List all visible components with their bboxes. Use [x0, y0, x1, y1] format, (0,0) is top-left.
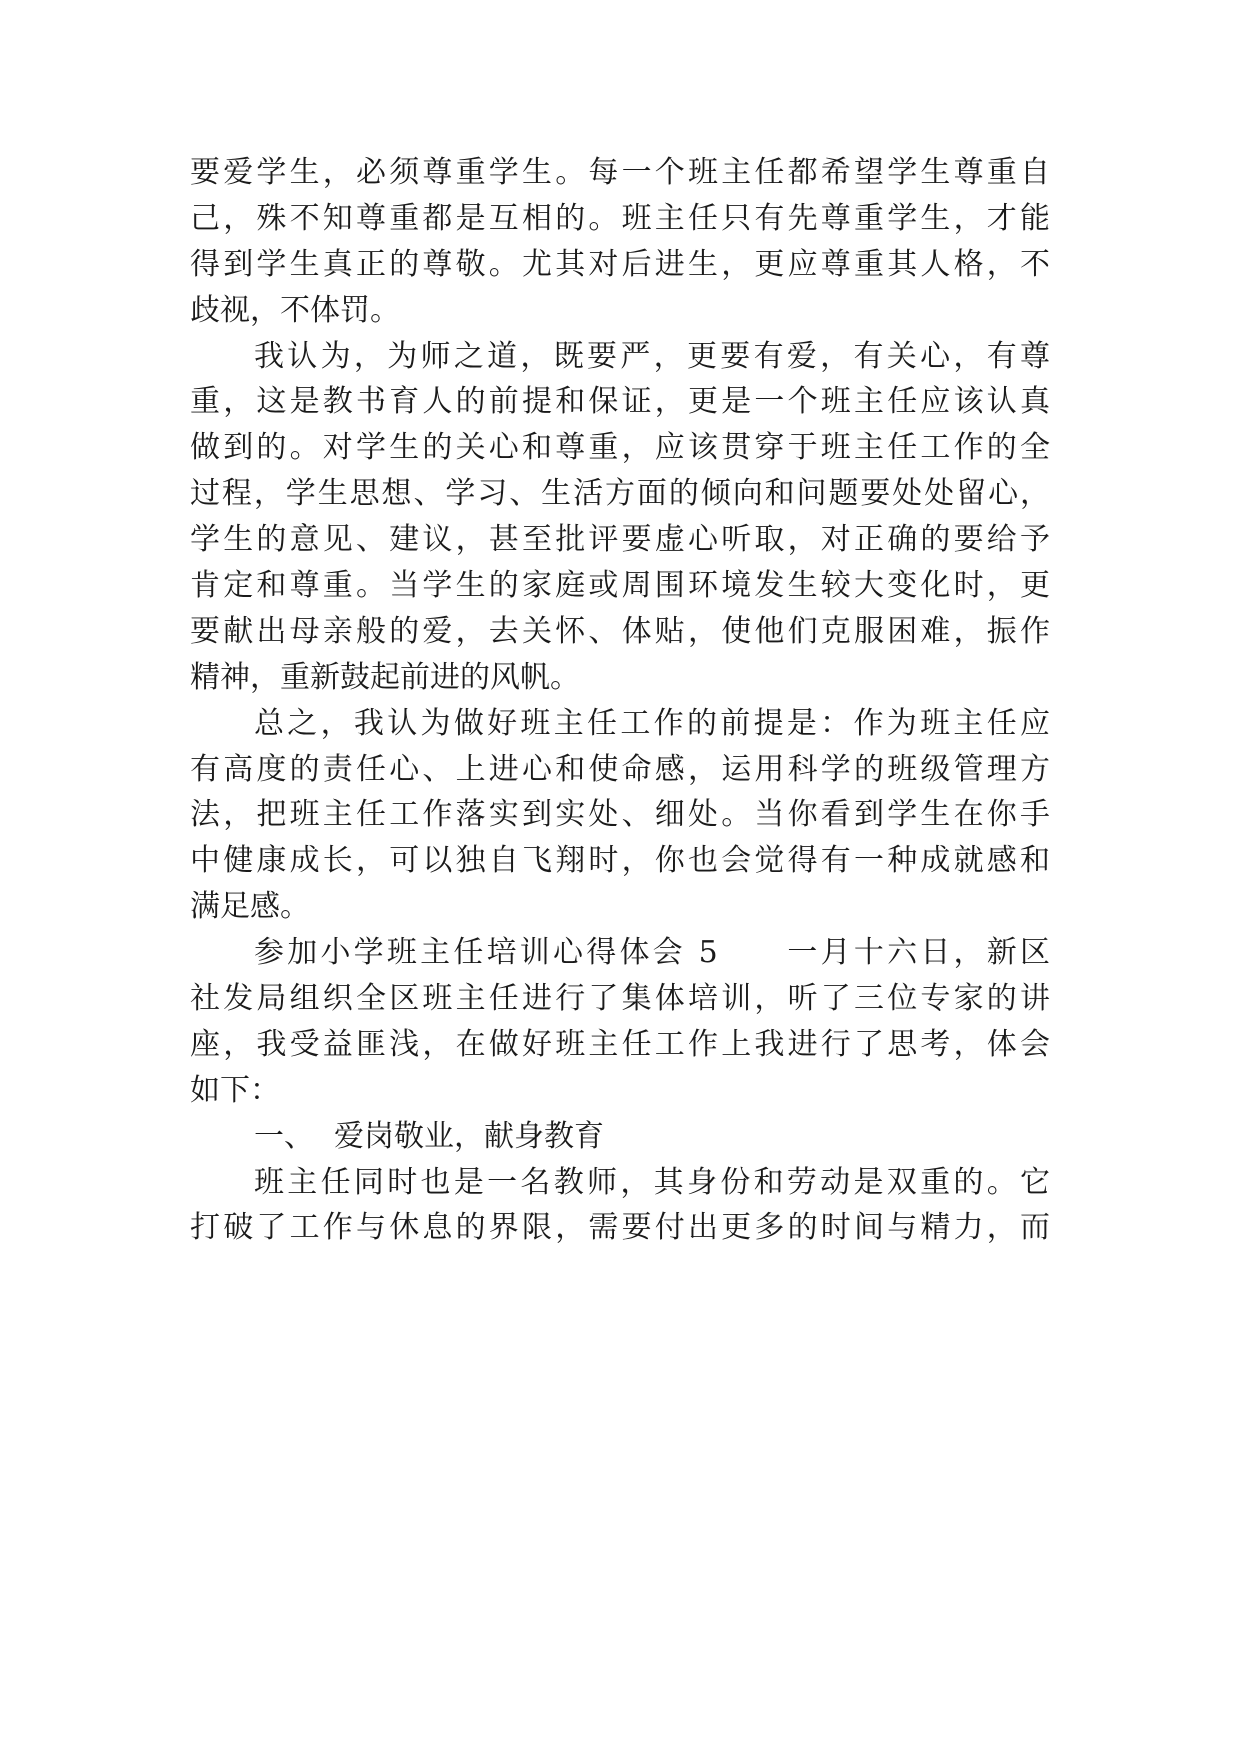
- text-line: 过程，学生思想、学习、生活方面的倾向和问题要处处留心，: [190, 476, 1050, 512]
- text-line: 要爱学生，必须尊重学生。每一个班主任都希望学生尊重自: [190, 155, 1050, 190]
- text-line: 满足感。: [190, 889, 310, 925]
- text-line: 社发局组织全区班主任进行了集体培训，听了三位专家的讲: [190, 981, 1050, 1017]
- text-line: 得到学生真正的尊敬。尤其对后进生，更应尊重其人格，不: [190, 246, 1050, 282]
- text-line: 班主任同时也是一名教师，其身份和劳动是双重的。它: [254, 1164, 1050, 1200]
- text-line: 我认为，为师之道，既要严，更要有爱，有关心，有尊: [254, 338, 1050, 374]
- text-line: 做到的。对学生的关心和尊重，应该贯穿于班主任工作的全: [190, 430, 1050, 466]
- paragraph-3: [190, 701, 1050, 930]
- document-body: [190, 150, 1050, 1251]
- paragraph-5: [190, 1160, 1050, 1252]
- section-heading-text: 爱岗敬业，献身教育: [334, 1118, 604, 1154]
- text-line: 歧视，不体罚。: [190, 292, 400, 328]
- text-line: 要献出母亲般的爱，去关怀、体贴，使他们克服困难，振作: [190, 613, 1050, 649]
- text-line: 有高度的责任心、上进心和使命感，运用科学的班级管理方: [190, 751, 1050, 787]
- paragraph-4: [190, 930, 1050, 1114]
- section-heading-number: 一、: [254, 1118, 314, 1154]
- section-heading: [190, 1114, 1050, 1160]
- paragraph-1: [190, 150, 1050, 334]
- text-line: 学生的意见、建议，甚至批评要虚心听取，对正确的要给予: [190, 522, 1050, 558]
- text-line: 精神，重新鼓起前进的风帆。: [190, 659, 580, 695]
- text-line: 重，这是教书育人的前提和保证，更是一个班主任应该认真: [190, 384, 1050, 420]
- text-line: 如下：: [190, 1072, 280, 1108]
- text-line: 己，殊不知尊重都是互相的。班主任只有先尊重学生，才能: [190, 200, 1050, 236]
- text-line: 打破了工作与休息的界限，需要付出更多的时间与精力，而: [190, 1210, 1050, 1246]
- text-line: 肯定和尊重。当学生的家庭或周围环境发生较大变化时，更: [190, 568, 1050, 604]
- text-line: 中健康成长，可以独自飞翔时，你也会觉得有一种成就感和: [190, 843, 1050, 879]
- text-line: 座，我受益匪浅，在做好班主任工作上我进行了思考，体会: [190, 1026, 1050, 1062]
- paragraph-2: [190, 334, 1050, 701]
- text-line: 法，把班主任工作落实到实处、细处。当你看到学生在你手: [190, 797, 1050, 833]
- text-line: 参加小学班主任培训心得体会 5 一月十六日，新区: [254, 935, 1050, 971]
- text-line: 总之，我认为做好班主任工作的前提是：作为班主任应: [254, 705, 1050, 741]
